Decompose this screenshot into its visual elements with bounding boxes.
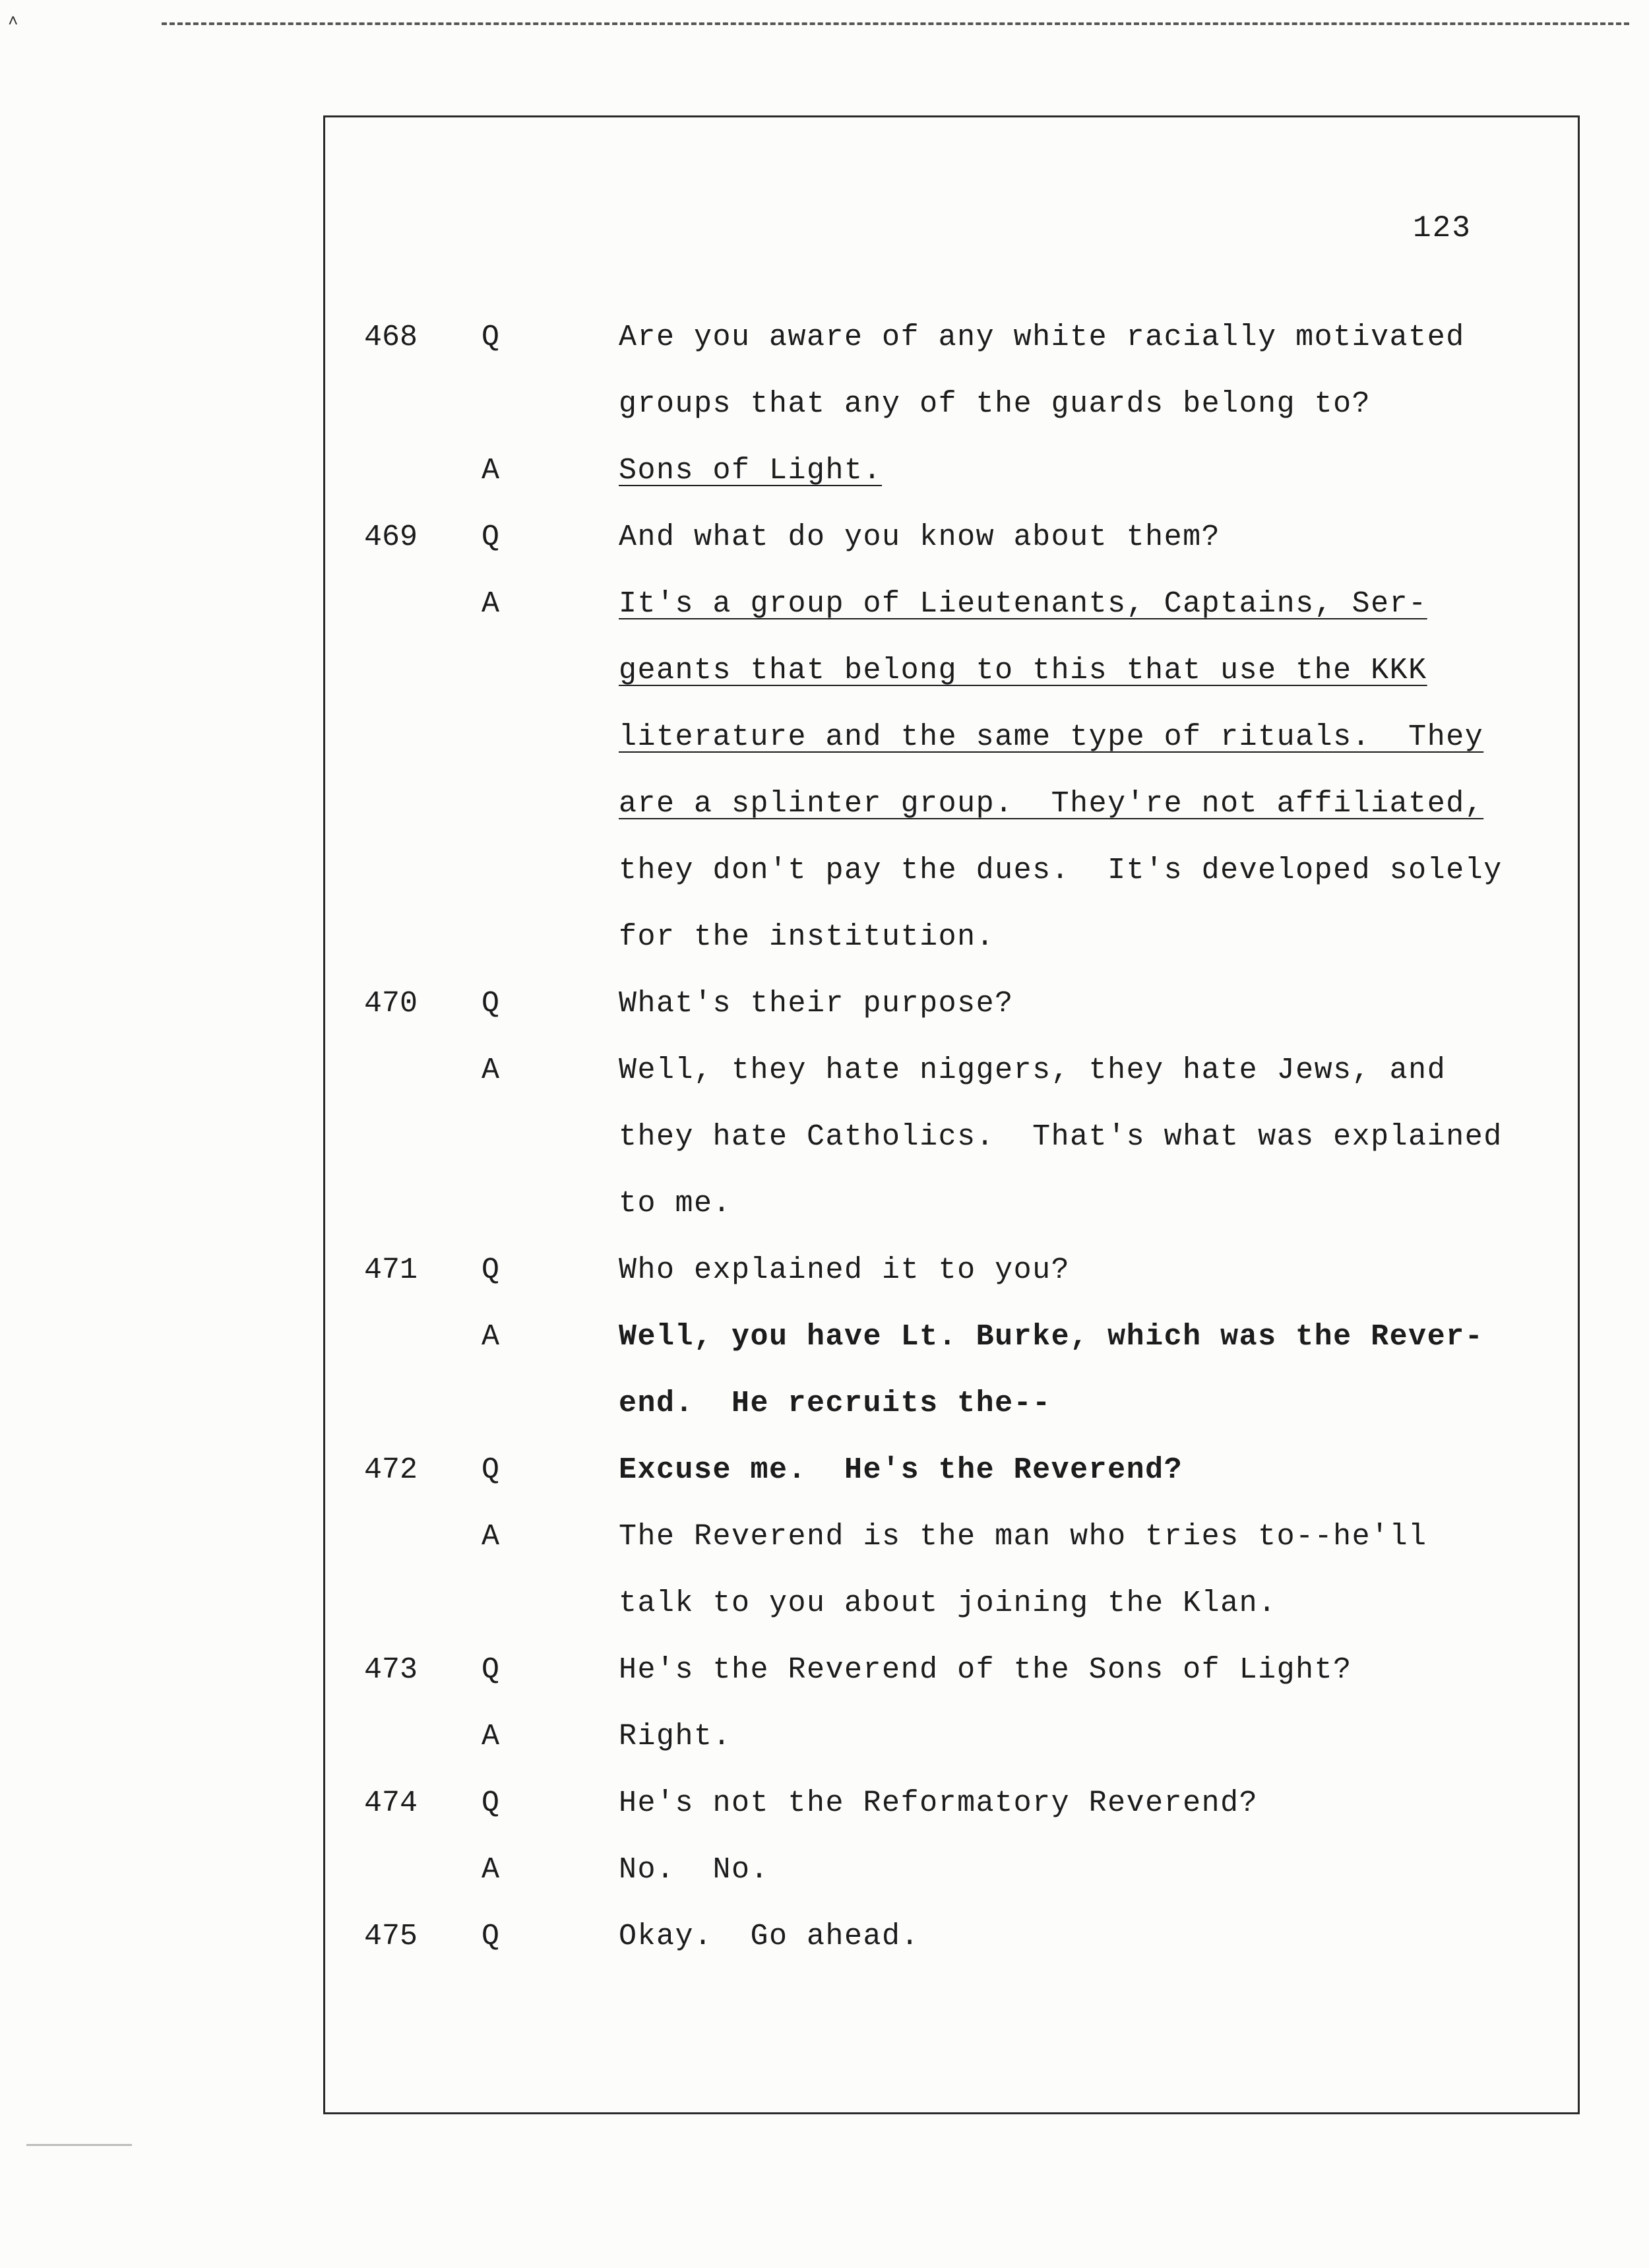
transcript-line: are a splinter group. They're not affiliated,	[619, 787, 1484, 821]
question-marker: Q	[482, 1253, 500, 1287]
transcript-line: Okay. Go ahead.	[619, 1920, 920, 1953]
transcript-line: Well, they hate niggers, they hate Jews, and	[619, 1054, 1447, 1087]
transcript-line: geants that belong to this that use the KKK	[619, 654, 1427, 687]
answer-marker: A	[482, 1520, 500, 1554]
entry-number: 468	[364, 321, 418, 354]
question-marker: Q	[482, 1920, 500, 1953]
transcript-line: end. He recruits the--	[619, 1387, 1051, 1420]
transcript-line: Who explained it to you?	[619, 1253, 1071, 1287]
transcript-line: He's not the Reformatory Reverend?	[619, 1786, 1259, 1820]
transcript-line: groups that any of the guards belong to?	[619, 387, 1371, 421]
transcript-line: for the institution.	[619, 920, 995, 954]
transcript-line: they hate Catholics. That's what was explained	[619, 1120, 1503, 1154]
entry-number: 475	[364, 1920, 418, 1953]
answer-marker: A	[482, 1320, 500, 1354]
question-marker: Q	[482, 1453, 500, 1487]
entry-number: 474	[364, 1786, 418, 1820]
transcript-line: Well, you have Lt. Burke, which was the Rever-	[619, 1320, 1484, 1354]
transcript-line: Right.	[619, 1720, 732, 1753]
question-marker: Q	[482, 321, 500, 354]
answer-marker: A	[482, 1853, 500, 1887]
entry-number: 470	[364, 987, 418, 1021]
entry-number: 473	[364, 1653, 418, 1687]
transcript-line: Sons of Light.	[619, 454, 883, 488]
stray-mark	[26, 2144, 132, 2146]
entry-number: 471	[364, 1253, 418, 1287]
answer-marker: A	[482, 1720, 500, 1753]
entry-number: 472	[364, 1453, 418, 1487]
answer-marker: A	[482, 454, 500, 488]
question-marker: Q	[482, 987, 500, 1021]
top-dashed-rule	[162, 22, 1629, 25]
question-marker: Q	[482, 1786, 500, 1820]
transcript-line: they don't pay the dues. It's developed solely	[619, 854, 1503, 887]
transcript-line: The Reverend is the man who tries to--he'll	[619, 1520, 1427, 1554]
question-marker: Q	[482, 1653, 500, 1687]
transcript-line: It's a group of Lieutenants, Captains, Ser-	[619, 587, 1427, 621]
corner-mark: ˄	[8, 12, 18, 32]
transcript-line: No. No.	[619, 1853, 770, 1887]
question-marker: Q	[482, 520, 500, 554]
page-number: 123	[1413, 211, 1472, 245]
transcript-line: Excuse me. He's the Reverend?	[619, 1453, 1183, 1487]
answer-marker: A	[482, 1054, 500, 1087]
transcript-line: He's the Reverend of the Sons of Light?	[619, 1653, 1352, 1687]
entry-number: 469	[364, 520, 418, 554]
transcript-line: What's their purpose?	[619, 987, 1014, 1021]
transcript-line: Are you aware of any white racially motivated	[619, 321, 1465, 354]
transcript-line: And what do you know about them?	[619, 520, 1221, 554]
transcript-line: to me.	[619, 1187, 732, 1220]
answer-marker: A	[482, 587, 500, 621]
transcript-line: talk to you about joining the Klan.	[619, 1587, 1277, 1620]
transcript-line: literature and the same type of rituals. They	[619, 720, 1484, 754]
